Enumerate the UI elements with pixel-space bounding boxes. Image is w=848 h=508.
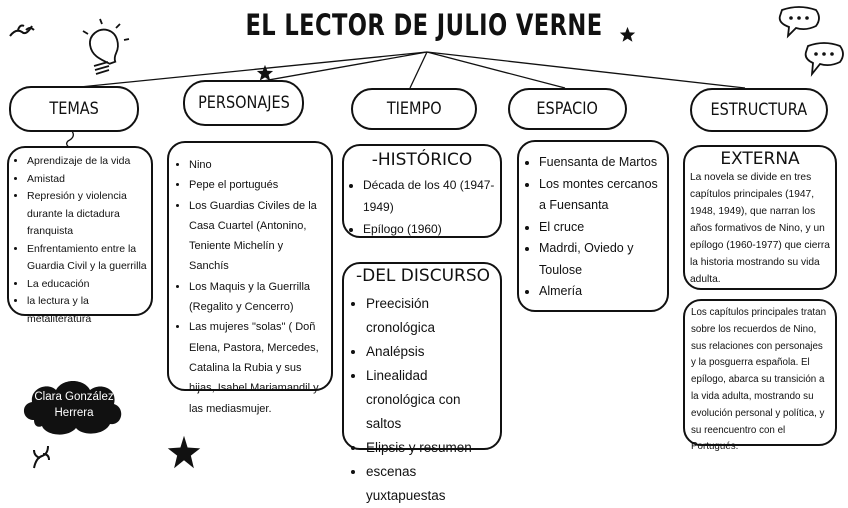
estructura-externa-heading: EXTERNA [720,149,800,169]
list-item: • Madrdi, Oviedo y Toulose [539,238,661,281]
estructura-externa-text: La novela se divide en tres capítulos principales (1947, 1948, 1949), que narran los años formativos de Nino, y un epílogo (1960-1977) que cierra la historia mostrando su vida adulta. [690,172,830,285]
author-name: Clara González Herrera [34,391,114,419]
star-icon [166,434,202,470]
category-temas [9,86,139,132]
tiempo-historico-list [349,174,495,240]
temas-box [7,146,153,325]
personajes-list [175,155,325,419]
list-item: • Elipsis y resumen [366,436,494,460]
list-item: • Pepe el portugués [189,175,325,195]
list-item: • Almería [539,281,661,303]
temas-list [13,153,147,328]
personajes-box [167,141,333,415]
list-item: • Aprendizaje de la vida [27,153,147,171]
category-temas-label: TEMAS [49,99,99,119]
list-item: • Epílogo (1960) [363,218,495,240]
list-item: • Los Maquis y la Guerrilla (Regalito y Cencerro) [189,277,325,318]
category-personajes [183,80,304,126]
list-item: • Década de los 40 (1947-1949) [363,174,495,218]
list-item: • Los montes cercanos a Fuensanta [539,174,661,217]
estructura-interna-text: Los capítulos principales tratan sobre los recuerdos de Nino, sus relaciones con personajes y la posguerra española. El epílogo, abarca su transición a la vida adulta, mostrando su evolución personal y política, y su reencuentro con el Portugués. [691,307,827,453]
category-personajes-label: PERSONAJES [197,93,290,113]
tiempo-historico-heading: -HISTÓRICO [371,150,473,170]
list-item: • Analépsis [366,340,494,364]
leaf-icon [8,16,38,42]
speech-bubble-icon [802,42,846,78]
list-item: • Linealidad cronológica con saltos [366,364,494,436]
leaf-icon [30,444,52,470]
category-estructura-label: ESTRUCTURA [710,100,808,120]
list-item: • Nino [189,155,325,175]
estructura-interna-box [683,299,837,453]
diagram-title: EL LECTOR DE JULIO VERNE [245,8,603,42]
list-item: • Enfrentamiento entre la Guardia Civil y la guerrilla [27,241,147,276]
list-item: • Represión y violencia durante la dictadura franquista [27,188,147,241]
list-item: • la lectura y la metaliteratura [27,293,147,328]
tiempo-discurso-list [352,292,494,508]
category-tiempo-label: TIEMPO [386,99,442,119]
list-item: • Las mujeres "solas" ( Doñ Elena, Pastora, Mercedes, Catalina la Rubia y sus hijas, Isabel Mariamandil y las mediasmujer. [189,317,325,418]
tiempo-historico-box [342,144,502,238]
estructura-externa-box [683,145,837,290]
list-item: • Amistad [27,171,147,189]
list-item: • escenas yuxtapuestas [366,460,494,508]
tiempo-discurso-box [342,262,502,503]
category-tiempo [351,88,477,130]
category-espacio [508,88,627,130]
tiempo-discurso-heading: -DEL DISCURSO [355,266,491,286]
category-estructura [690,88,828,132]
list-item: • El cruce [539,217,661,239]
speech-bubble-icon [776,6,822,40]
list-item: • Preecisión cronológica [366,292,494,340]
list-item: • La educación [27,276,147,294]
espacio-list [525,152,661,303]
category-espacio-label: ESPACIO [536,99,599,119]
list-item: • Fuensanta de Martos [539,152,661,174]
list-item: • Los Guardias Civiles de la Casa Cuartel (Antonino, Teniente Michelín y Sanchís [189,196,325,277]
espacio-box [517,140,669,312]
